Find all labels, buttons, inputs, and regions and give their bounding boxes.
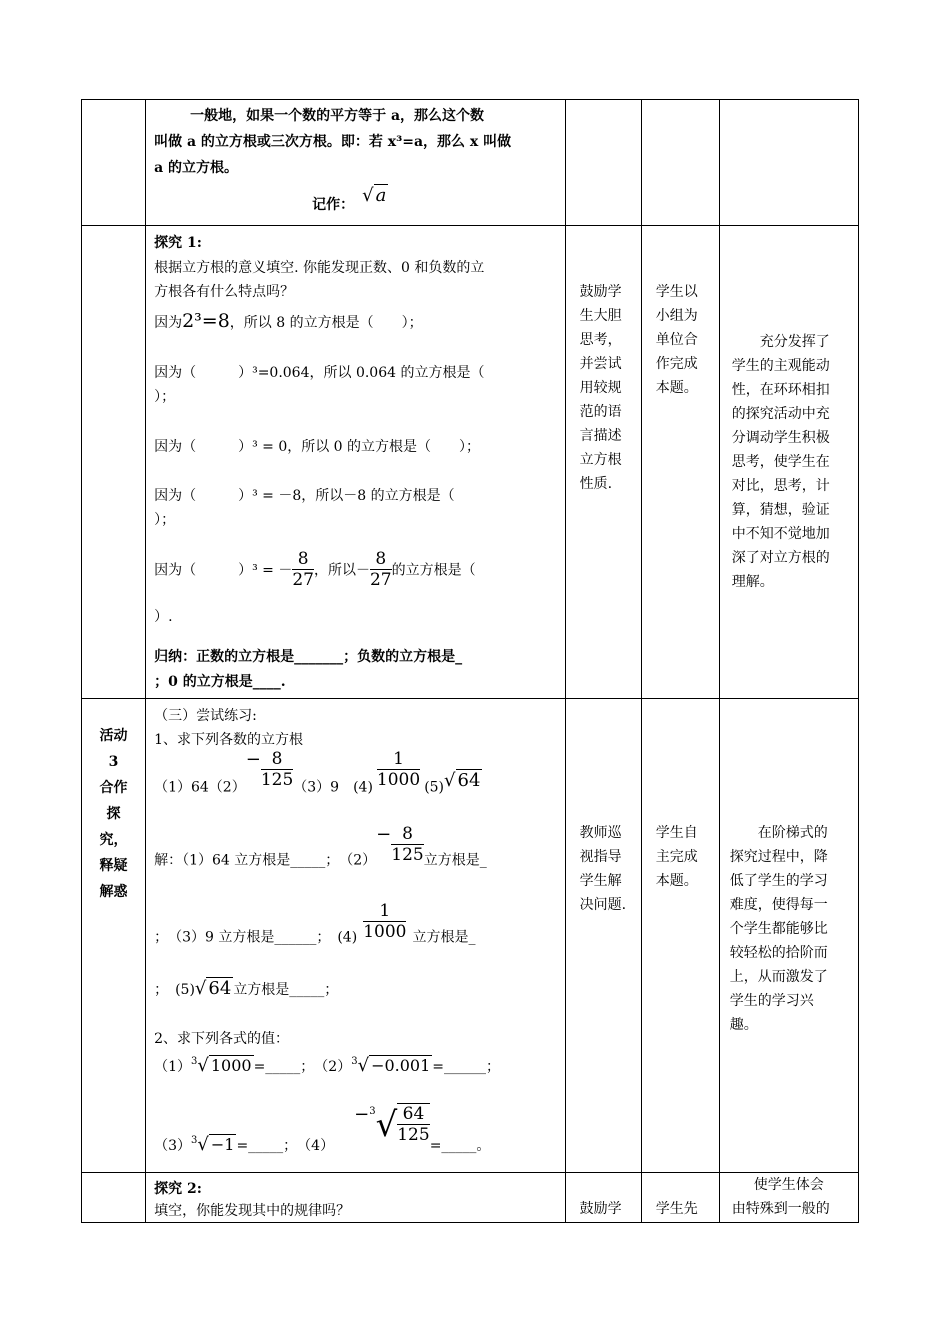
design-intent-line: 充分发挥了 bbox=[759, 334, 830, 350]
practice-ans3: ； (5)√ 64 立方根是_____； bbox=[154, 978, 339, 999]
student-activity-line: 学生自 bbox=[655, 825, 698, 841]
def-line2: 叫做 a 的立方根或三次方根。即：若 x³=a，那么 x 叫做 bbox=[154, 134, 512, 150]
practice-q2: 2、求下列各式的值： bbox=[154, 1031, 289, 1047]
design-intent-line: 性，在环环相扣 bbox=[731, 382, 830, 398]
definition-row bbox=[82, 100, 859, 226]
q5: 因为（ ）³ = － $\frac{8}{27}$ ，所以－ $\frac{8}{27}$ 的立方根是（ bbox=[154, 549, 476, 590]
q1: 因为2³=8，所以 8 的立方根是（ ）； bbox=[154, 310, 423, 332]
explore2-teacher-cell: 鼓励学 bbox=[565, 1173, 641, 1223]
activity-label-line: 合作 bbox=[99, 780, 128, 796]
design-intent-line: 个学生都能够比 bbox=[729, 921, 828, 937]
lesson-table bbox=[81, 99, 859, 1223]
definition-cell bbox=[146, 100, 566, 226]
teacher-activity-line: 言描述 bbox=[579, 428, 622, 444]
fraction-8-27: $\frac{8}{27}$ bbox=[292, 549, 314, 590]
activity-label-line: 探 bbox=[106, 806, 121, 822]
design-intent-line: 的探究活动中充 bbox=[731, 406, 830, 422]
explore1-intro1: 根据立方根的意义填空. 你能发现正数、0 和负数的立 bbox=[154, 260, 485, 276]
explore1-row bbox=[82, 226, 859, 699]
q4b: ）； bbox=[154, 512, 176, 528]
explore2-student-cell: 学生先 bbox=[641, 1173, 719, 1223]
explore2-line1: 填空，你能发现其中的规律吗？ bbox=[154, 1203, 351, 1219]
teacher-activity-line: 并尝试 bbox=[579, 356, 622, 372]
practice-e3: $(3)^3√ -1$ =_____； （4）−$^3$√ $\frac{64}{125}$ =_____。 bbox=[154, 1104, 491, 1155]
design-intent-line: 思考，使学生在 bbox=[731, 454, 830, 470]
design-intent-line: 深了对立方根的 bbox=[731, 550, 830, 566]
empty-cell bbox=[565, 100, 641, 226]
activity-label-line: 解惑 bbox=[99, 884, 128, 900]
empty-cell bbox=[82, 226, 146, 699]
explore1-cell bbox=[146, 226, 566, 699]
design-intent-line: 学生的学习兴 bbox=[729, 993, 814, 1009]
design-intent-line: 趣。 bbox=[729, 1017, 758, 1033]
teacher-activity-line: 决问题. bbox=[579, 897, 627, 913]
def-line3: a 的立方根。 bbox=[154, 160, 239, 176]
activity-label-line: 究， bbox=[99, 832, 128, 848]
design-intent-line: 分调动学生积极 bbox=[731, 430, 830, 446]
design-intent-line: 理解。 bbox=[731, 574, 774, 590]
teacher-activity-line: 范的语 bbox=[579, 404, 622, 420]
student-activity-line: 本题。 bbox=[655, 873, 698, 889]
teacher-activity-line: 视指导 bbox=[579, 849, 622, 865]
student-activity-line: 作完成 bbox=[655, 356, 698, 372]
q2: 因为（ ）³=0.064，所以 0.064 的立方根是（ bbox=[154, 365, 485, 381]
teacher-activity-line: 学生解 bbox=[579, 873, 622, 889]
design-intent-line: 上，从而激发了 bbox=[729, 969, 828, 985]
teacher-activity-line: 教师巡 bbox=[579, 825, 622, 841]
teacher-activity-line: 用较规 bbox=[579, 380, 622, 396]
fraction-8-27: $\frac{8}{27}$ bbox=[369, 549, 392, 590]
practice-title: （三）尝试练习: bbox=[154, 708, 257, 724]
q2b: ）； bbox=[154, 389, 176, 405]
empty-cell bbox=[82, 100, 146, 226]
explore2-intent-cell: 使学生体会 由特殊到一般的 bbox=[719, 1173, 858, 1223]
design-intent-line: 低了学生的学习 bbox=[729, 873, 828, 889]
practice-intent-cell bbox=[719, 699, 858, 1173]
q5b: ）. bbox=[154, 609, 173, 625]
student-activity-line: 小组为 bbox=[655, 308, 698, 324]
explore2-title: 探究 2: bbox=[154, 1181, 202, 1197]
teacher-activity-line: 思考， bbox=[579, 332, 622, 348]
q4: 因为（ ）³ = －8，所以－8 的立方根是（ bbox=[154, 488, 455, 504]
student-activity-line: 本题。 bbox=[655, 380, 698, 396]
summary2: ；0 的立方根是____. bbox=[154, 674, 286, 690]
design-intent-line: 在阶梯式的 bbox=[757, 825, 828, 841]
design-intent-line: 探究过程中，降 bbox=[729, 849, 828, 865]
teacher-activity-line: 生大胆 bbox=[579, 308, 622, 324]
activity3-cell bbox=[82, 699, 146, 1173]
activity-label-line: 活动 bbox=[99, 728, 128, 744]
explore1-teacher-cell bbox=[565, 226, 641, 699]
teacher-activity-line: 性质. bbox=[579, 476, 613, 492]
notation-label: 记作： bbox=[312, 197, 355, 213]
summary1: 归纳：正数的立方根是_______；负数的立方根是_ bbox=[154, 649, 463, 665]
def-line1: 一般地，如果一个数的平方等于 a，那么这个数 bbox=[190, 108, 485, 124]
practice-ans1: 解：（1）64 立方根是_____； （2）− $\frac{8}{125}$ 立方根是_ bbox=[154, 824, 487, 869]
empty-cell bbox=[82, 1173, 146, 1223]
student-activity-line: 主完成 bbox=[655, 849, 698, 865]
design-intent-line: 难度，使得每一 bbox=[729, 897, 828, 913]
teacher-activity-line: 立方根 bbox=[579, 452, 622, 468]
practice-teacher-cell bbox=[565, 699, 641, 1173]
design-intent-line: 算，猜想，验证 bbox=[731, 502, 830, 518]
activity-label-line: 3 bbox=[108, 754, 119, 770]
explore1-student-cell bbox=[641, 226, 719, 699]
student-activity-line: 学生以 bbox=[655, 284, 698, 300]
explore1-intro2: 方根各有什么特点吗？ bbox=[154, 284, 295, 300]
teacher-activity-line: 鼓励学 bbox=[579, 284, 622, 300]
design-intent-line: 中不知不觉地加 bbox=[731, 526, 830, 542]
activity-label-line: 释疑 bbox=[99, 858, 128, 874]
practice-student-cell bbox=[641, 699, 719, 1173]
student-activity-line: 单位合 bbox=[655, 332, 698, 348]
explore2-cell bbox=[146, 1173, 566, 1223]
explore2-row bbox=[82, 1173, 859, 1223]
practice-q1: 1、求下列各数的立方根 bbox=[154, 732, 303, 748]
design-intent-line: 对比，思考，计 bbox=[731, 478, 830, 494]
sqrt-a: √ a bbox=[362, 185, 387, 206]
empty-cell bbox=[719, 100, 858, 226]
q3: 因为（ ）³ = 0，所以 0 的立方根是（ ）； bbox=[154, 439, 481, 455]
practice-items: （1）64（2）− $\frac{8}{125}$ （3）9 (4) $\frac{1}{1000}$ (5)√ 64 bbox=[154, 749, 481, 796]
explore1-title: 探究 1: bbox=[154, 235, 202, 251]
explore1-intent-cell bbox=[719, 226, 858, 699]
practice-cell bbox=[146, 699, 566, 1173]
empty-cell bbox=[641, 100, 719, 226]
design-intent-line: 学生的主观能动 bbox=[731, 358, 830, 374]
practice-e1: $(1)^3√$ 1000 =_____； $(2)^3√ -0.001$ =______； bbox=[154, 1055, 501, 1076]
design-intent-line: 较轻松的拾阶而 bbox=[729, 945, 828, 961]
practice-ans2: ； （3）9 立方根是______； (4) $\frac{1}{1000}$ 立方根是_ bbox=[154, 901, 476, 946]
practice-row bbox=[82, 699, 859, 1173]
